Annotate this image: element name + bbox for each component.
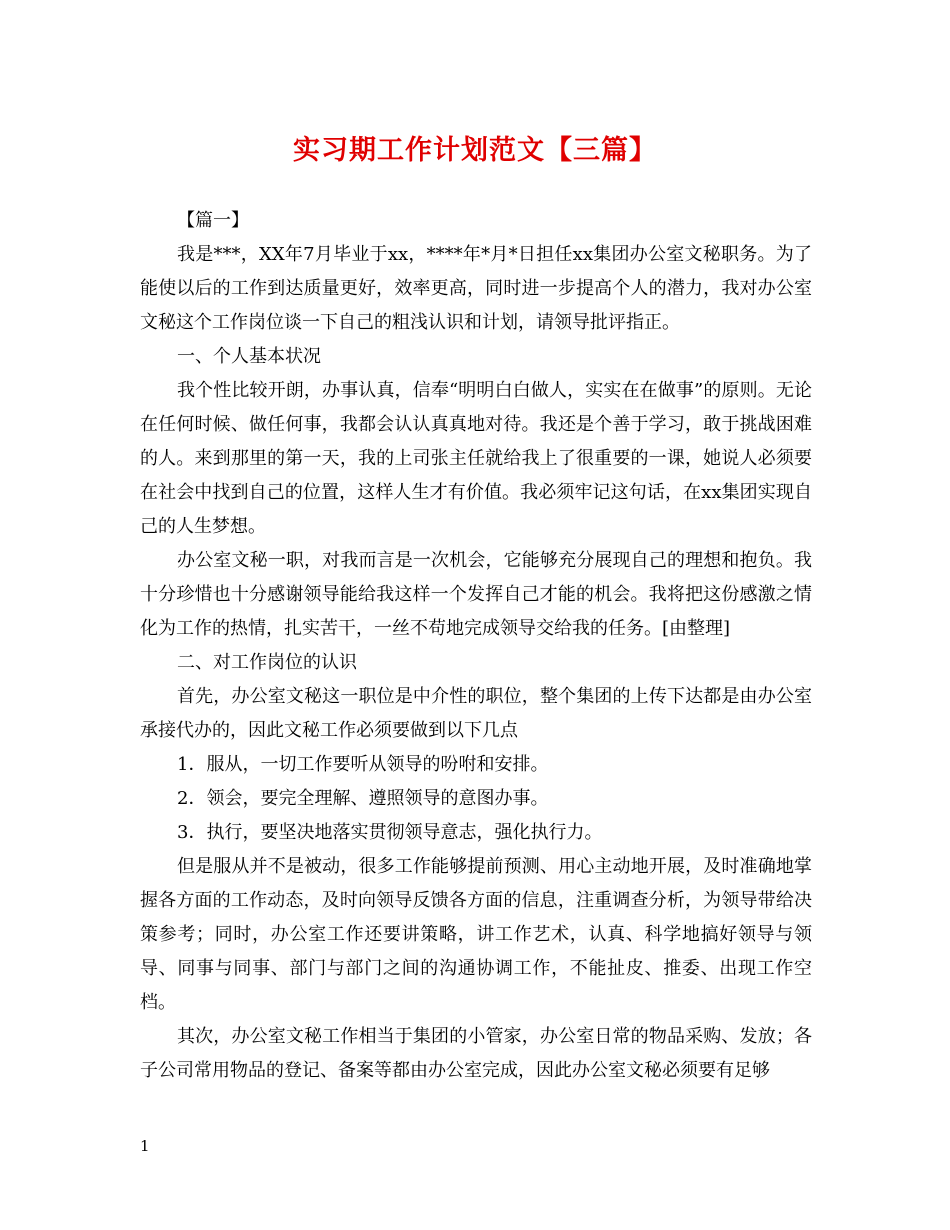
list-item-execute: 3．执行，要坚决地落实贯彻领导意志，强化执行力。 (177, 822, 603, 843)
section-heading-part-one: 【篇一】 (177, 210, 249, 231)
section-heading-basic-situation: 一、个人基本状况 (177, 346, 321, 367)
paragraph-proactive: 但是服从并不是被动，很多工作能够提前预测、用心主动地开展，及时准确地掌握各方面的工作动态，及时向领导反馈各方面的信息，注重调查分析，为领导带给决策参考；同时，办公室工作还要讲策略，讲工作艺术，认真、科学地搞好领导与领导、同事与同事、部门与部门之间的沟通协调工作，不能扯皮、推委、出现工作空档。 (140, 856, 812, 1013)
document-title: 实习期工作计划范文【三篇】 (293, 135, 657, 166)
paragraph-second-point: 其次，办公室文秘工作相当于集团的小管家，办公室日常的物品采购、发放；各子公司常用物品的登记、备案等都由办公室完成，因此办公室文秘必须要有足够 (140, 1026, 812, 1081)
paragraph-first-point: 首先，办公室文秘这一职位是中介性的职位，整个集团的上传下达都是由办公室承接代办的，因此文秘工作必须要做到以下几点 (140, 686, 812, 741)
paragraph-personality: 我个性比较开朗，办事认真，信奉“明明白白做人，实实在在做事”的原则。无论在任何时候、做任何事，我都会认认真真地对待。我还是个善于学习，敢于挑战困难的人。来到那里的第一天，我的上司张主任就给我上了很重要的一课，她说人必须要在社会中找到自己的位置，这样人生才有价值。我必须牢记这句话，在xx集团实现自己的人生梦想。 (140, 380, 812, 537)
page-number: 1 (140, 1137, 150, 1155)
paragraph-intro: 我是***，XX年7月毕业于xx，****年*月*日担任xx集团办公室文秘职务。为了能使以后的工作到达质量更好，效率更高，同时进一步提高个人的潜力，我对办公室文秘这个工作岗位谈一下自己的粗浅认识和计划，请领导批评指正。 (140, 244, 812, 333)
list-item-obey: 1．服从，一切工作要听从领导的吩咐和安排。 (177, 754, 549, 775)
document-body (140, 204, 812, 1088)
section-heading-job-understanding: 二、对工作岗位的认识 (177, 652, 357, 673)
list-item-understand: 2．领会，要完全理解、遵照领导的意图办事。 (177, 788, 549, 809)
paragraph-opportunity: 办公室文秘一职，对我而言是一次机会，它能够充分展现自己的理想和抱负。我十分珍惜也十分感谢领导能给我这样一个发挥自己才能的机会。我将把这份感激之情化为工作的热情，扎实苦干，一丝不苟地完成领导交给我的任务。[由整理] (140, 550, 812, 639)
